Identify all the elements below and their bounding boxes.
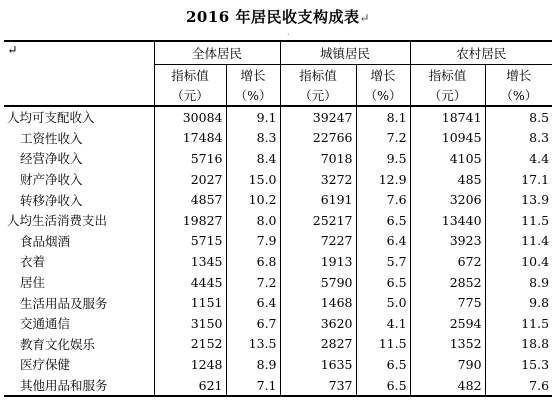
cell-value-rural: 1352: [410, 334, 485, 355]
cell-value-rural: 775: [410, 292, 485, 313]
unit-growth-rural: （%）: [485, 85, 552, 106]
table-row: [4, 313, 552, 334]
table-row: [4, 148, 552, 169]
cell-growth-rural: 4.4: [485, 148, 552, 169]
row-label: 其他用品和服务: [4, 375, 154, 397]
row-label: 人均生活消费支出: [7, 213, 108, 229]
cell-growth-rural: 13.9: [485, 189, 552, 210]
cell-growth-rural: 7.6: [485, 375, 552, 397]
cell-growth-all: 10.2: [226, 189, 280, 210]
cell-value-rural: 485: [410, 169, 485, 190]
table-row: [4, 169, 552, 190]
table-title: [0, 6, 556, 27]
group-header-all: 全体居民: [154, 41, 280, 65]
cell-value-all: 1345: [154, 251, 226, 272]
cell-growth-rural: 18.8: [485, 334, 552, 355]
cell-growth-urban: 5.7: [356, 251, 410, 272]
table-row: [4, 210, 552, 231]
table-row: [4, 251, 552, 272]
cell-growth-urban: 4.1: [356, 313, 410, 334]
cell-value-rural: 13440: [410, 210, 485, 231]
row-label: 人均可支配收入: [7, 110, 95, 126]
cell-growth-rural: 8.5: [485, 106, 552, 128]
unit-value-all: （元）: [154, 85, 226, 106]
cell-value-rural: 672: [410, 251, 485, 272]
sub-header-value-all: 指标值: [154, 65, 226, 86]
row-label: 生活用品及服务: [20, 295, 108, 311]
cell-value-all: 3150: [154, 313, 226, 334]
cell-value-all: 2152: [154, 334, 226, 355]
row-label: 居住: [20, 275, 46, 291]
cell-value-all: 4445: [154, 272, 226, 293]
row-label: 经营净收入: [20, 151, 83, 167]
cell-value-all: 17484: [154, 128, 226, 149]
sub-header-value-rural: 指标值: [410, 65, 485, 86]
cell-value-rural: 482: [410, 375, 485, 397]
cell-growth-all: 8.0: [226, 210, 280, 231]
table-row: [4, 189, 552, 210]
sub-header-growth-urban: 增长: [356, 65, 410, 86]
cell-growth-rural: 8.9: [485, 272, 552, 293]
paragraph-mark-icon: ↵: [359, 11, 371, 25]
cell-value-urban: 1913: [280, 251, 356, 272]
cell-value-rural: 4105: [410, 148, 485, 169]
cell-growth-all: 15.0: [226, 169, 280, 190]
table-row: [4, 375, 552, 397]
cell-growth-rural: 17.1: [485, 169, 552, 190]
cell-value-urban: 3272: [280, 169, 356, 190]
cell-value-urban: 5790: [280, 272, 356, 293]
cell-value-urban: 25217: [280, 210, 356, 231]
row-label: 工资性收入: [20, 130, 83, 146]
unit-value-rural: （元）: [410, 85, 485, 106]
cell-growth-urban: 11.5: [356, 334, 410, 355]
cell-value-all: 5716: [154, 148, 226, 169]
cell-growth-urban: 9.5: [356, 148, 410, 169]
table-row: [4, 334, 552, 355]
cell-growth-urban: 7.2: [356, 128, 410, 149]
unit-value-urban: （元）: [280, 85, 356, 106]
group-header-rural: 农村居民: [410, 41, 552, 65]
cell-value-all: 1151: [154, 292, 226, 313]
unit-growth-urban: （%）: [356, 85, 410, 106]
cell-growth-rural: 10.4: [485, 251, 552, 272]
cell-growth-all: 6.4: [226, 292, 280, 313]
cell-growth-all: 8.9: [226, 354, 280, 375]
row-label: 食品烟酒: [20, 233, 71, 249]
dot-mark: ·: [287, 30, 290, 39]
cell-growth-all: 8.4: [226, 148, 280, 169]
cell-growth-all: 9.1: [226, 106, 280, 128]
cell-value-urban: 1468: [280, 292, 356, 313]
cell-value-urban: 7018: [280, 148, 356, 169]
row-label: 教育文化娱乐: [20, 336, 96, 352]
cell-value-urban: 737: [280, 375, 356, 397]
cell-value-urban: 7227: [280, 231, 356, 252]
cell-value-rural: 3206: [410, 189, 485, 210]
cell-growth-urban: 8.1: [356, 106, 410, 128]
cell-growth-rural: 15.3: [485, 354, 552, 375]
cell-value-rural: 790: [410, 354, 485, 375]
cell-value-rural: 18741: [410, 106, 485, 128]
unit-growth-all: （%）: [226, 85, 280, 106]
table-row: [4, 354, 552, 375]
cell-value-urban: 22766: [280, 128, 356, 149]
cell-growth-all: 6.7: [226, 313, 280, 334]
cell-value-urban: 1635: [280, 354, 356, 375]
table-row: [4, 128, 552, 149]
table-row: [4, 292, 552, 313]
cell-growth-urban: 6.5: [356, 210, 410, 231]
sub-header-growth-rural: 增长: [485, 65, 552, 86]
row-label: 医疗保健: [20, 357, 71, 373]
cell-value-rural: 3923: [410, 231, 485, 252]
cell-value-all: 19827: [154, 210, 226, 231]
table-row: [4, 231, 552, 252]
cell-growth-urban: 6.5: [356, 272, 410, 293]
cell-value-urban: 6191: [280, 189, 356, 210]
cell-value-rural: 2594: [410, 313, 485, 334]
group-header-urban: 城镇居民: [280, 41, 410, 65]
row-label: 交通通信: [20, 316, 71, 332]
cell-value-all: 2027: [154, 169, 226, 190]
header-corner: ↵: [4, 41, 154, 106]
cell-value-rural: 2852: [410, 272, 485, 293]
cell-value-all: 1248: [154, 354, 226, 375]
sub-header-value-urban: 指标值: [280, 65, 356, 86]
cell-growth-all: 7.2: [226, 272, 280, 293]
cell-growth-urban: 5.0: [356, 292, 410, 313]
cell-growth-rural: 9.8: [485, 292, 552, 313]
cell-growth-all: 7.1: [226, 375, 280, 397]
table-row: [4, 106, 552, 128]
cell-growth-urban: 6.4: [356, 231, 410, 252]
cell-growth-rural: 11.4: [485, 231, 552, 252]
cell-value-all: 621: [154, 375, 226, 397]
row-label: 财产净收入: [20, 172, 83, 188]
cell-value-all: 30084: [154, 106, 226, 128]
income-expenditure-table: [4, 40, 552, 397]
cell-value-all: 4857: [154, 189, 226, 210]
cell-value-urban: 2827: [280, 334, 356, 355]
cell-value-rural: 10945: [410, 128, 485, 149]
cell-growth-urban: 7.6: [356, 189, 410, 210]
cell-growth-all: 7.9: [226, 231, 280, 252]
table-row: [4, 272, 552, 293]
row-label: 转移净收入: [20, 192, 83, 208]
cell-growth-rural: 11.5: [485, 313, 552, 334]
cell-growth-rural: 8.3: [485, 128, 552, 149]
cell-growth-urban: 12.9: [356, 169, 410, 190]
cell-growth-urban: 6.5: [356, 354, 410, 375]
cell-growth-urban: 6.5: [356, 375, 410, 397]
cell-growth-rural: 11.5: [485, 210, 552, 231]
cell-growth-all: 8.3: [226, 128, 280, 149]
sub-header-growth-all: 增长: [226, 65, 280, 86]
cell-value-urban: 39247: [280, 106, 356, 128]
row-label: 衣着: [20, 254, 46, 270]
cell-value-urban: 3620: [280, 313, 356, 334]
cell-value-all: 5715: [154, 231, 226, 252]
cell-growth-all: 13.5: [226, 334, 280, 355]
title-text: 2016 年居民收支构成表: [185, 8, 360, 26]
cell-growth-all: 6.8: [226, 251, 280, 272]
